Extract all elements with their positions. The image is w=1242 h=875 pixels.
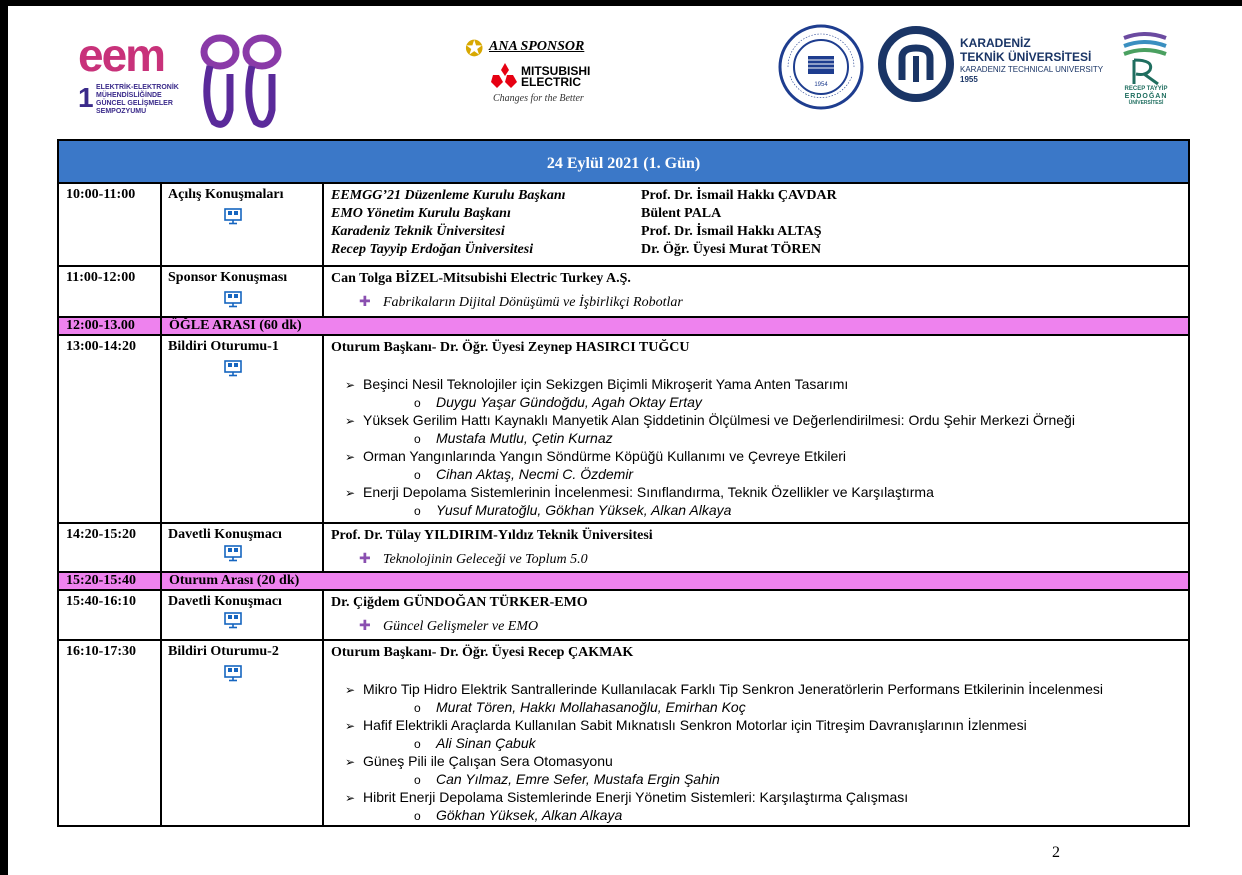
session-time: 13:00-14:20 xyxy=(58,335,161,523)
online-meeting-icon xyxy=(224,360,242,377)
break-label: Oturum Arası (20 dk) xyxy=(161,572,1189,590)
arrow-bullet-icon: ➢ xyxy=(345,719,356,733)
session-time: 16:10-17:30 xyxy=(58,640,161,826)
ktu-logo-icon xyxy=(878,26,954,102)
sponsor-tagline: Changes for the Better xyxy=(493,93,584,104)
arrow-bullet-icon: ➢ xyxy=(345,486,356,500)
online-meeting-icon xyxy=(224,208,242,225)
circle-bullet-icon: o xyxy=(414,773,421,787)
svg-text:1954: 1954 xyxy=(814,82,828,88)
session-content xyxy=(323,266,1189,317)
page-number: 2 xyxy=(1052,844,1060,861)
paper-title: ➢ Beşinci Nesil Teknolojiler için Sekizgen Biçimli Mikroşerit Yama Anten Tasarımı xyxy=(345,376,849,392)
session-chair: Oturum Başkanı- Dr. Öğr. Üyesi Zeynep HASIRCI TUĞCU xyxy=(331,340,690,355)
paper-authors: o Cihan Aktaş, Necmi C. Özdemir xyxy=(414,466,634,482)
paper-title: ➢ Hafif Elektrikli Araçlarda Kullanılan Sabit Mıknatıslı Senkron Motorlar için Titreşim Davranışlarının İzlenmesi xyxy=(345,717,1027,733)
day-title: 24 Eylül 2021 (1. Gün) xyxy=(58,140,1189,183)
paper-authors: o Mustafa Mutlu, Çetin Kurnaz xyxy=(414,430,613,446)
break-label: ÖĞLE ARASI (60 dk) xyxy=(161,317,1189,335)
paper-authors: o Duygu Yaşar Gündoğdu, Agah Oktay Ertay xyxy=(414,394,702,410)
circle-bullet-icon: o xyxy=(414,701,421,715)
mitsubishi-diamonds-icon xyxy=(491,63,519,89)
circle-bullet-icon: o xyxy=(414,809,421,823)
paper-title: ➢ Enerji Depolama Sistemlerinin İncelenmesi: Sınıflandırma, Teknik Özellikler ve Karşılaştırma xyxy=(345,484,934,500)
paper-title: ➢ Orman Yangınlarında Yangın Söndürme Köpüğü Kullanımı ve Çevreye Etkileri xyxy=(345,448,847,464)
session-row xyxy=(58,640,1189,826)
circle-bullet-icon: o xyxy=(414,737,421,751)
session-type-cell xyxy=(161,266,323,317)
session-time: 15:40-16:10 xyxy=(58,590,161,640)
paper-title: ➢ Mikro Tip Hidro Elektrik Santrallerinde Kullanılacak Farklı Tip Senkron Jeneratörlerin Performans Etkilerinin İncelenmesi xyxy=(345,681,1103,697)
session-type: Açılış Konuşmaları xyxy=(168,187,284,202)
speaker-line: EEMGG’21 Düzenleme Kurulu Başkanı Prof. Dr. İsmail Hakkı ÇAVDAR xyxy=(331,188,837,203)
circle-bullet-icon: o xyxy=(414,396,421,410)
eemgg-subtitle: ELEKTRİK-ELEKTRONİK MÜHENDİSLİĞİNDE GÜNCEL GELİŞMELER SEMPOZYUMU xyxy=(96,84,179,115)
rteu-logo-text: RECEP TAYYİP ERDOĞAN ÜNİVERSİTESİ xyxy=(1124,86,1168,106)
session-type: Bildiri Oturumu-2 xyxy=(168,644,279,659)
ktu-logo-text: KARADENİZ TEKNİK ÜNİVERSİTESİ KARADENIZ TECHNICAL UNIVERSITY 1955 xyxy=(960,36,1104,84)
arrow-bullet-icon: ➢ xyxy=(345,450,356,464)
paper-authors: o Yusuf Muratoğlu, Gökhan Yüksek, Alkan Alkaya xyxy=(414,502,732,518)
sponsor-company: MITSUBISHI ELECTRIC xyxy=(521,64,591,89)
session-content xyxy=(323,183,1189,266)
session-row xyxy=(58,183,1189,266)
online-meeting-icon xyxy=(224,545,242,562)
session-type: Sponsor Konuşması xyxy=(168,270,288,285)
session-content xyxy=(323,335,1189,523)
emo-seal-icon xyxy=(778,24,864,110)
circle-bullet-icon: o xyxy=(414,468,421,482)
session-content xyxy=(323,640,1189,826)
speaker-line: Recep Tayyip Erdoğan Üniversitesi Dr. Öğr. Üyesi Murat TÖREN xyxy=(331,242,821,257)
paper-authors: o Gökhan Yüksek, Alkan Alkaya xyxy=(414,807,623,823)
arrow-bullet-icon: ➢ xyxy=(345,791,356,805)
speaker-line: Karadeniz Teknik Üniversitesi Prof. Dr. İsmail Hakkı ALTAŞ xyxy=(331,224,822,239)
session-type: Davetli Konuşmacı xyxy=(168,594,282,609)
speaker-line: EMO Yönetim Kurulu Başkanı Bülent PALA xyxy=(331,206,722,221)
program-table xyxy=(57,139,1190,827)
speaker-name: Can Tolga BİZEL-Mitsubishi Electric Turkey A.Ş. xyxy=(331,271,631,286)
session-type-cell xyxy=(161,183,323,266)
sponsor-logo xyxy=(461,36,611,110)
session-type: Bildiri Oturumu-1 xyxy=(168,339,279,354)
session-time: 10:00-11:00 xyxy=(58,183,161,266)
break-row xyxy=(58,572,1189,590)
session-chair: Oturum Başkanı- Dr. Öğr. Üyesi Recep ÇAKMAK xyxy=(331,645,634,660)
session-time: 14:20-15:20 xyxy=(58,523,161,572)
speaker-name: Prof. Dr. Tülay YILDIRIM-Yıldız Teknik Üniversitesi xyxy=(331,528,653,543)
online-meeting-icon xyxy=(224,612,242,629)
arrow-bullet-icon: ➢ xyxy=(345,414,356,428)
bullet-icon: ✚ xyxy=(359,295,371,310)
paper-title: ➢ Güneş Pili ile Çalışan Sera Otomasyonu xyxy=(345,753,613,769)
document-page xyxy=(8,6,1242,875)
eemgg-number: 1 xyxy=(78,82,94,113)
session-row xyxy=(58,523,1189,572)
paper-title: ➢ Hibrit Enerji Depolama Sistemlerinde Enerji Yönetim Sistemleri: Karşılaştırma Çalışması xyxy=(345,789,909,805)
speaker-name: Dr. Çiğdem GÜNDOĞAN TÜRKER-EMO xyxy=(331,595,588,610)
talk-topic: ✚ Teknolojinin Geleceği ve Toplum 5.0 xyxy=(359,552,588,567)
bullet-icon: ✚ xyxy=(359,619,371,634)
paper-title: ➢ Yüksek Gerilim Hattı Kaynaklı Manyetik Alan Şiddetinin Ölçülmesi ve Değerlendirilmesi: Ordu Şehir Merkezi Örneği xyxy=(345,412,1075,428)
sponsor-title: ANA SPONSOR xyxy=(489,39,585,54)
break-row xyxy=(58,317,1189,335)
session-content xyxy=(323,523,1189,572)
paper-authors: o Can Yılmaz, Emre Sefer, Mustafa Ergin Şahin xyxy=(414,771,720,787)
online-meeting-icon xyxy=(224,291,242,308)
session-row xyxy=(58,335,1189,523)
paper-authors: o Ali Sinan Çabuk xyxy=(414,735,536,751)
session-row xyxy=(58,590,1189,640)
session-type: Davetli Konuşmacı xyxy=(168,527,282,542)
session-type-cell xyxy=(161,335,323,523)
session-row xyxy=(58,266,1189,317)
break-time: 12:00-13.00 xyxy=(58,317,161,335)
star-icon: ✪ xyxy=(465,36,484,61)
day-header-row xyxy=(58,140,1189,183)
talk-topic: ✚ Güncel Gelişmeler ve EMO xyxy=(359,619,539,634)
session-type-cell xyxy=(161,640,323,826)
arrow-bullet-icon: ➢ xyxy=(345,755,356,769)
session-type-cell xyxy=(161,523,323,572)
online-meeting-icon xyxy=(224,665,242,682)
break-time: 15:20-15:40 xyxy=(58,572,161,590)
eemgg-wordmark: eem xyxy=(78,29,165,81)
bullet-icon: ✚ xyxy=(359,552,371,567)
session-time: 11:00-12:00 xyxy=(58,266,161,317)
paper-authors: o Murat Tören, Hakkı Mollahasanoğlu, Emirhan Koç xyxy=(414,699,746,715)
session-content xyxy=(323,590,1189,640)
arrow-bullet-icon: ➢ xyxy=(345,683,356,697)
rteu-logo-icon xyxy=(1120,30,1170,86)
circle-bullet-icon: o xyxy=(414,504,421,518)
circle-bullet-icon: o xyxy=(414,432,421,446)
arrow-bullet-icon: ➢ xyxy=(345,378,356,392)
talk-topic: ✚ Fabrikaların Dijital Dönüşümü ve İşbirlikçi Robotlar xyxy=(359,295,683,310)
eemgg-logo xyxy=(78,28,308,138)
session-type-cell xyxy=(161,590,323,640)
